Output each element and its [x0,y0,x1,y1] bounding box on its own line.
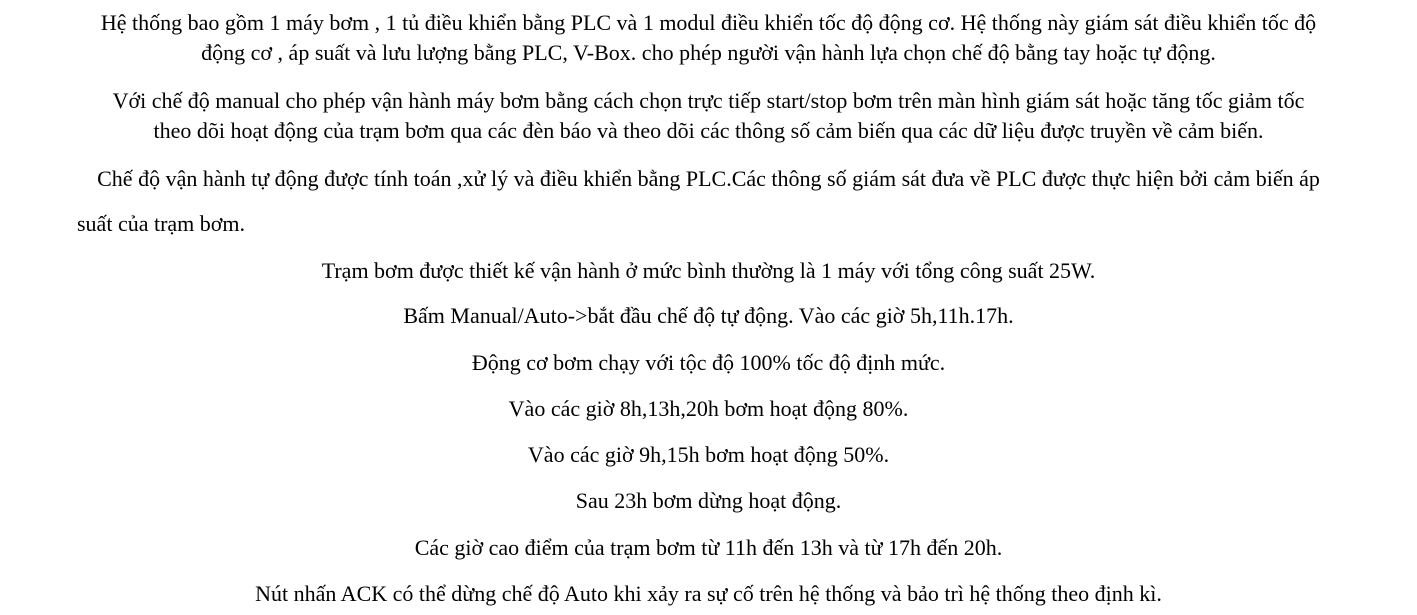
paragraph-peak-hours: Các giờ cao điểm của trạm bơm từ 11h đến 13h và từ 17h đến 20h. [414,535,1003,560]
paragraph-auto-mode-line-2: suất của trạm bơm. [77,211,246,236]
paragraph-auto-start-hours: Bấm Manual/Auto->bắt đầu chế độ tự động. Vào các giờ 5h,11h.17h. [403,303,1014,328]
paragraph-ack-button: Nút nhấn ACK có thể dừng chế độ Auto khi xảy ra sự cố trên hệ thống và bảo trì hệ thống theo định kì. [255,581,1162,606]
paragraph-full-speed: Động cơ bơm chạy với tộc độ 100% tốc độ định mức. [471,350,946,375]
paragraph-manual-mode-line-2: theo dõi hoạt động của trạm bơm qua các đèn báo và theo dõi các thông số cảm biến qua các dữ liệu được truyền về cảm biến. [153,118,1264,143]
paragraph-80-percent: Vào các giờ 8h,13h,20h bơm hoạt động 80%. [508,396,909,421]
paragraph-normal-operation: Trạm bơm được thiết kế vận hành ở mức bình thường là 1 máy với tổng công suất 25W. [321,258,1096,283]
paragraph-stop-after-23h: Sau 23h bơm dừng hoạt động. [575,488,842,513]
paragraph-50-percent: Vào các giờ 9h,15h bơm hoạt động 50%. [527,442,890,467]
paragraph-system-overview-line-1: Hệ thống bao gồm 1 máy bơm , 1 tủ điều khiển bằng PLC và 1 modul điều khiển tốc độ động cơ. Hệ thống này giám sát điều khiển tốc độ [100,10,1317,35]
paragraph-system-overview-line-2: động cơ , áp suất và lưu lượng bằng PLC, V-Box. cho phép người vận hành lựa chọn chế độ bằng tay hoặc tự động. [201,40,1216,65]
paragraph-auto-mode-line-1: Chế độ vận hành tự động được tính toán ,xử lý và điều khiển bằng PLC.Các thông số giám sát đưa về PLC được thực hiện bởi cảm biến áp [97,166,1320,191]
paragraph-manual-mode-line-1: Với chế độ manual cho phép vận hành máy bơm bằng cách chọn trực tiếp start/stop bơm trên màn hình giám sát hoặc tăng tốc giảm tốc [112,88,1305,113]
